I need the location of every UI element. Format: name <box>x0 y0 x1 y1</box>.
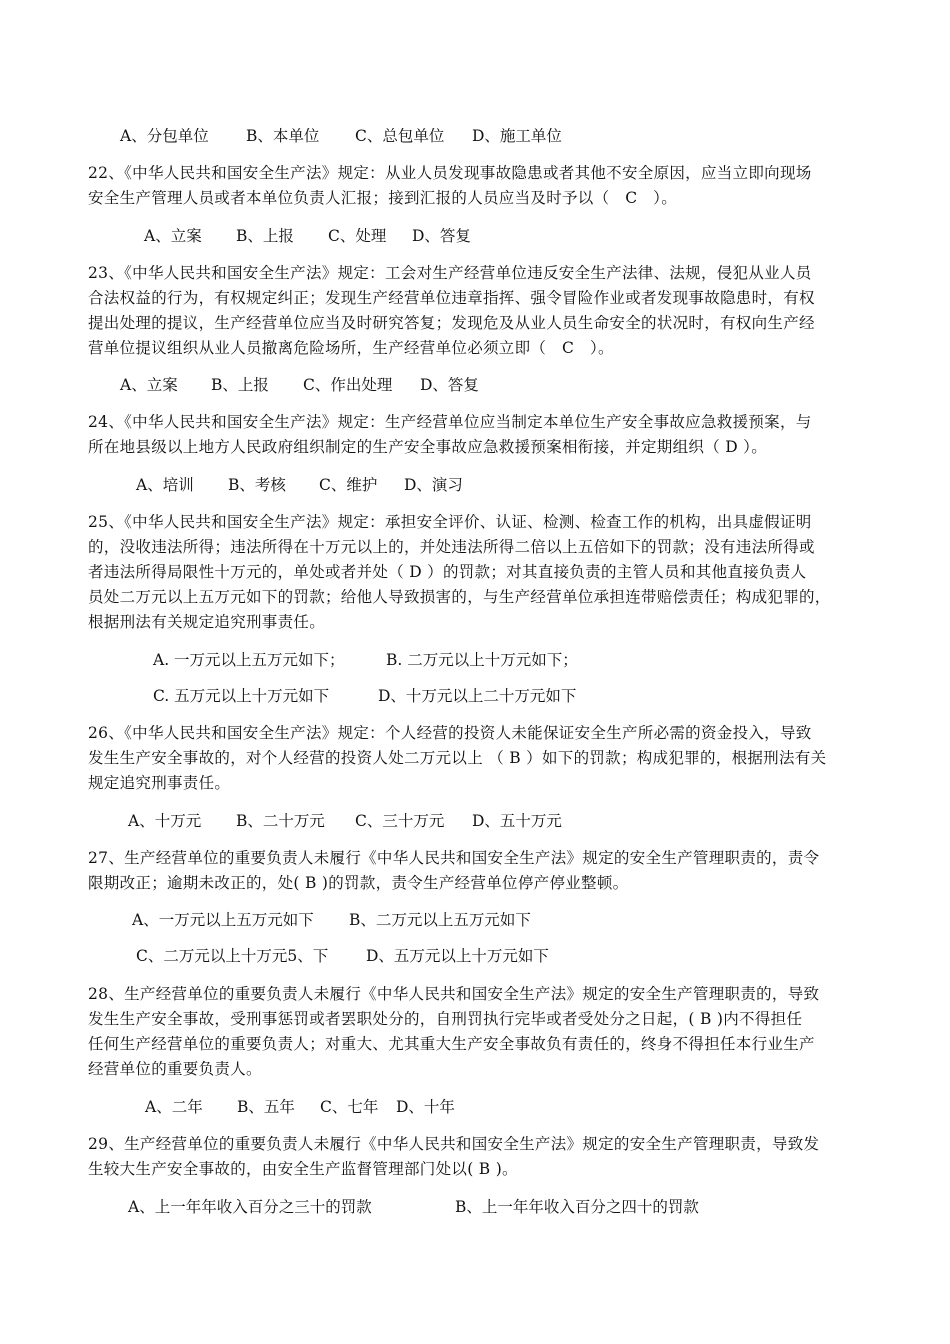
q25-line-5: 根据刑法有关规定追究刑事责任。 <box>88 613 326 631</box>
q29-option-b: B、上一年年收入百分之四十的罚款 <box>455 1198 699 1216</box>
q27-option-d: D、五万元以上十万元如下 <box>366 947 549 965</box>
q27-line-1: 27、生产经营单位的重要负责人未履行《中华人民共和国安全生产法》规定的安全生产管理职责的，责令 <box>88 849 820 867</box>
q24-option-b: B、考核 <box>228 476 286 494</box>
q22-line-2: 安全生产管理人员或者本单位负责人汇报；接到汇报的人员应当及时予以（ C ）。 <box>88 189 678 207</box>
q28-option-a: A、二年 <box>145 1098 203 1116</box>
q26-option-a: A、十万元 <box>128 812 202 830</box>
q28-line-1: 28、生产经营单位的重要负责人未履行《中华人民共和国安全生产法》规定的安全生产管理职责的，导致 <box>88 985 820 1003</box>
q28-option-d: D、十年 <box>396 1098 455 1116</box>
q25-option-a: A. 一万元以上五万元如下； <box>153 651 345 669</box>
q24-line-1: 24、《中华人民共和国安全生产法》规定：生产经营单位应当制定本单位生产安全事故应急救援预案，与 <box>88 413 812 431</box>
q26-option-d: D、五十万元 <box>472 812 562 830</box>
q27-line-2: 限期改正；逾期未改正的，处( B )的罚款，责令生产经营单位停产停业整顿。 <box>88 874 629 892</box>
q23-option-d: D、答复 <box>420 376 479 394</box>
q21-option-d: D、施工单位 <box>472 127 562 145</box>
q25-option-b: B. 二万元以上十万元如下； <box>386 651 578 669</box>
q23-option-b: B、上报 <box>211 376 269 394</box>
q22-option-c: C、处理 <box>328 227 387 245</box>
q23-option-a: A、立案 <box>120 376 178 394</box>
q28-line-3: 任何生产经营单位的重要负责人；对重大、尤其重大生产安全事故负有责任的，终身不得担任本行业生产 <box>88 1035 815 1053</box>
q28-option-c: C、七年 <box>320 1098 379 1116</box>
q29-line-2: 生较大生产安全事故的，由安全生产监督管理部门处以( B )。 <box>88 1160 518 1178</box>
q27-option-c: C、二万元以上十万元5、下 <box>136 947 329 965</box>
q21-option-a: A、分包单位 <box>120 127 209 145</box>
q21-option-b: B、本单位 <box>246 127 320 145</box>
q27-option-b: B、二万元以上五万元如下 <box>349 911 531 929</box>
q25-line-4: 员处二万元以上五万元如下的罚款；给他人导致损害的，与生产经营单位承担连带赔偿责任；构成犯罪的， <box>88 588 831 606</box>
q24-line-2: 所在地县级以上地方人民政府组织制定的生产安全事故应急救援预案相衔接，并定期组织（ D ）。 <box>88 438 768 456</box>
q25-line-2: 的，没收违法所得；违法所得在十万元以上的，并处违法所得二倍以上五倍如下的罚款；没有违法所得或 <box>88 538 815 556</box>
q23-line-2: 合法权益的行为，有权规定纠正；发现生产经营单位违章指挥、强令冒险作业或者发现事故隐患时，有权 <box>88 289 815 307</box>
q28-line-4: 经营单位的重要负责人。 <box>88 1060 262 1078</box>
q24-option-d: D、演习 <box>404 476 463 494</box>
q23-option-c: C、作出处理 <box>303 376 393 394</box>
q29-option-a: A、上一年年收入百分之三十的罚款 <box>128 1198 372 1216</box>
q25-option-c: C. 五万元以上十万元如下 <box>153 687 330 705</box>
q27-option-a: A、一万元以上五万元如下 <box>132 911 314 929</box>
q24-option-c: C、维护 <box>319 476 378 494</box>
q24-option-a: A、培训 <box>136 476 194 494</box>
q29-line-1: 29、生产经营单位的重要负责人未履行《中华人民共和国安全生产法》规定的安全生产管理职责，导致发 <box>88 1135 820 1153</box>
q21-option-c: C、总包单位 <box>355 127 445 145</box>
q26-line-1: 26、《中华人民共和国安全生产法》规定：个人经营的投资人未能保证安全生产所必需的资金投入，导致 <box>88 724 812 742</box>
q22-option-b: B、上报 <box>236 227 294 245</box>
q22-option-d: D、答复 <box>412 227 471 245</box>
q26-option-b: B、二十万元 <box>236 812 325 830</box>
q28-line-2: 发生生产安全事故，受刑事惩罚或者罢职处分的，自刑罚执行完毕或者受处分之日起，( B )内不得担任 <box>88 1010 803 1028</box>
q22-line-1: 22、《中华人民共和国安全生产法》规定：从业人员发现事故隐患或者其他不安全原因，应当立即向现场 <box>88 164 812 182</box>
q25-line-1: 25、《中华人民共和国安全生产法》规定：承担安全评价、认证、检测、检查工作的机构，出具虚假证明 <box>88 513 812 531</box>
q25-line-3: 者违法所得局限性十万元的，单处或者并处（ D ）的罚款；对其直接负责的主管人员和其他直接负责人 <box>88 563 807 581</box>
q26-option-c: C、三十万元 <box>355 812 445 830</box>
q26-line-3: 规定追究刑事责任。 <box>88 774 231 792</box>
q23-line-1: 23、《中华人民共和国安全生产法》规定：工会对生产经营单位违反安全生产法律、法规，侵犯从业人员 <box>88 264 812 282</box>
q23-line-4: 营单位提议组织从业人员撤离危险场所，生产经营单位必须立即（ C ）。 <box>88 339 614 357</box>
q26-line-2: 发生生产安全事故的，对个人经营的投资人处二万元以上 （ B ）如下的罚款；构成犯罪的，根据刑法有关 <box>88 749 827 767</box>
q28-option-b: B、五年 <box>237 1098 295 1116</box>
q25-option-d: D、十万元以上二十万元如下 <box>378 687 577 705</box>
q22-option-a: A、立案 <box>144 227 202 245</box>
q23-line-3: 提出处理的提议，生产经营单位应当及时研究答复；发现危及从业人员生命安全的状况时，有权向生产经 <box>88 314 815 332</box>
